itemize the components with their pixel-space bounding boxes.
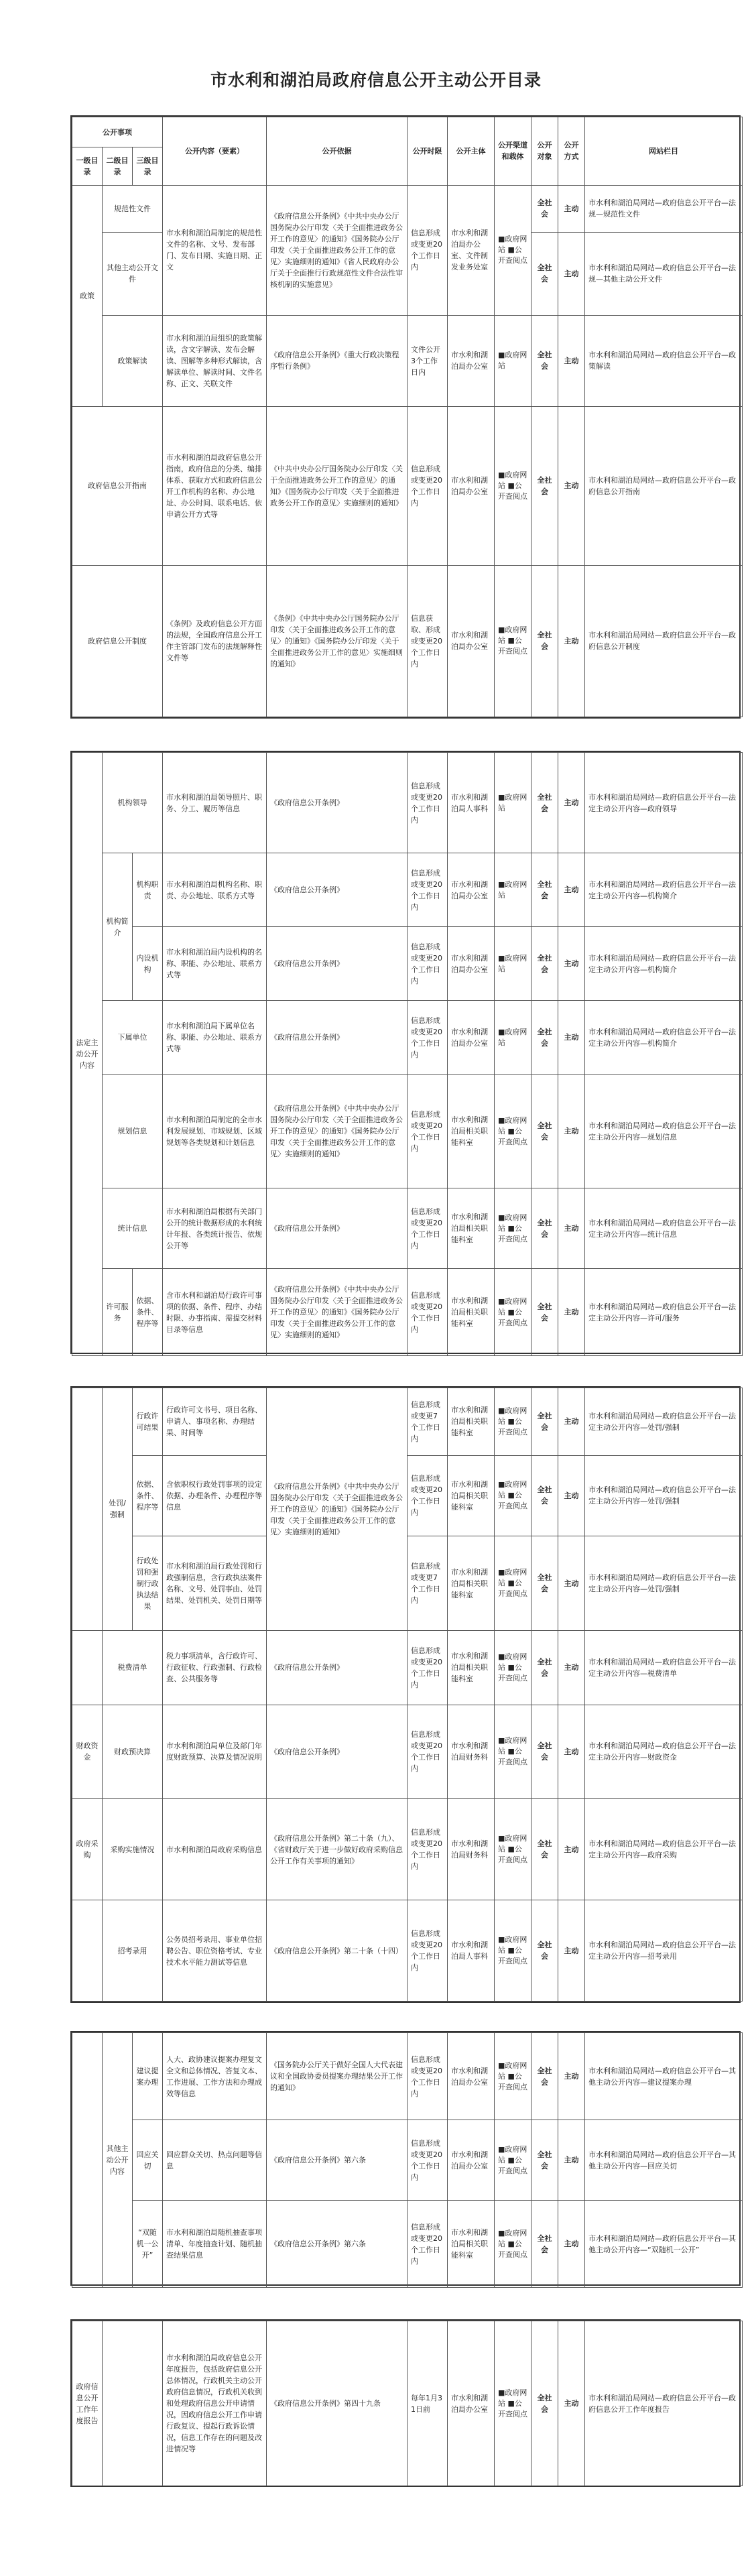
row-sys-method: 主动 — [558, 565, 585, 717]
row-stat-method: 主动 — [558, 1188, 585, 1269]
catalog-table-part-2 — [70, 751, 741, 1354]
row-rep-content: 市水利和湖泊局政府信息公开年度报告，包括政府信息公开总体情况，行政机关主动公开政府信息情况，行政机关收到和处理政府信息公开申请情况，因政府信息公开工作申请行政复议、提起行政诉讼情况，信息工作存在的问题及改进情况等 — [163, 2321, 267, 2486]
row-policy-target-1: 全社会 — [531, 185, 558, 232]
row-policy-column-1[interactable]: 市水利和湖泊局网站—政府信息公开平台—法规—规范性文件 — [585, 185, 743, 232]
row-fee-content: 税力事项清单，含行政许可、行政征收、行政强制、行政检查、公共服务等 — [163, 1630, 267, 1705]
header-level3: 三级目录 — [133, 147, 163, 186]
row-org-l3c: 下属单位 — [103, 1001, 163, 1075]
row-oth-l1: 其他主动公开内容 — [103, 2033, 133, 2288]
row-oth-content-c: 市水利和湖泊局随机抽查事项清单、年度抽查计划、随机抽查结果信息 — [163, 2201, 267, 2288]
row-org-time-b: 信息形成或变更20个工作日内 — [408, 927, 448, 1001]
row-oth-basis-b: 《政府信息公开条例》第六条 — [267, 2120, 408, 2201]
row-stat-content: 市水利和湖泊局根据有关部门公开的统计数据形成的水利统计年报、各类统计报告、依规公开等 — [163, 1188, 267, 1269]
row-oth-subject-a: 市水利和湖泊局办公室 — [448, 2033, 495, 2120]
row-sys-content: 《条例》及政府信息公开方面的法规，全国政府信息公开工作主管部门发布的法规解释性文件等 — [163, 565, 267, 717]
row-org-channel-a: ■政府网站 — [495, 853, 531, 927]
row-oth-column-c[interactable]: 市水利和湖泊局网站—政府信息公开平台—其他主动公开内容—“双随机一公开” — [585, 2201, 743, 2288]
row-oth-content-a: 人大、政协建议提案办理复文全文和总体情况、答复文本、工作进展、工作方法和办理成效等信息 — [163, 2033, 267, 2120]
row-guide-method: 主动 — [558, 406, 585, 565]
row-org-content-a: 市水利和湖泊局机构名称、职责、办公地址、联系方式等 — [163, 853, 267, 927]
header-target: 公开对象 — [531, 117, 558, 186]
row-buy-basis: 《政府信息公开条例》第二十条（九）、《省财政厅关于进一步做好政府采购信息公开工作有关事项的通知》 — [267, 1799, 408, 1900]
row-fin-basis: 《政府信息公开条例》 — [267, 1705, 408, 1799]
row-sys-basis: 《条例》《中共中央办公厅国务院办公厅印发〈关于全面推进政务公开工作的意见〉的通知》《国务院办公厅印发〈关于全面推进政务公开工作的意见〉实施细则的通知》 — [267, 565, 408, 717]
row-plan-l2: 规划信息 — [103, 1075, 163, 1188]
row-pen-l3c: 行政处罚和强制行政执法结果 — [133, 1536, 163, 1631]
catalog-table-part-3 — [70, 1386, 741, 2003]
row-policy-l1: 政策 — [72, 185, 103, 406]
row-fin-method: 主动 — [558, 1705, 585, 1799]
row-policy-target-2: 全社会 — [531, 232, 558, 315]
row-fin-content: 市水利和湖泊局单位及部门年度财政预算、决算及情况说明 — [163, 1705, 267, 1799]
row-pen-method-b: 主动 — [558, 1455, 585, 1536]
row-pen-method-a: 主动 — [558, 1388, 585, 1456]
row-pen-target-a: 全社会 — [531, 1388, 558, 1456]
row-svc-subject: 市水利和湖泊局相关职能科室 — [448, 1269, 495, 1356]
row-lead-basis: 《政府信息公开条例》 — [267, 753, 408, 853]
row-rec-channel: ■政府网站 ■公开查阅点 — [495, 1900, 531, 2002]
row-org-basis-a: 《政府信息公开条例》 — [267, 853, 408, 927]
row-org-target-b: 全社会 — [531, 927, 558, 1001]
row-svc-time: 信息形成或变更20个工作日内 — [408, 1269, 448, 1356]
row-stat-channel: ■政府网站 ■公开查阅点 — [495, 1188, 531, 1269]
row-sys-time: 信息获取、形成或变更20个工作日内 — [408, 565, 448, 717]
row-plan-subject: 市水利和湖泊局相关职能科室 — [448, 1075, 495, 1188]
row-policy-subject-3: 市水利和湖泊局办公室 — [448, 316, 495, 407]
row-oth-method-b: 主动 — [558, 2120, 585, 2201]
row-policy-column-3[interactable]: 市水利和湖泊局网站—政府信息公开平台—政策解读 — [585, 316, 743, 407]
row-rep-column[interactable]: 市水利和湖泊局网站—政府信息公开平台—政府信息公开工作年度报告 — [585, 2321, 743, 2486]
row-pen-column-a[interactable]: 市水利和湖泊局网站—政府信息公开平台—法定主动公开内容—处罚/强制 — [585, 1388, 743, 1456]
row-policy-target-3: 全社会 — [531, 316, 558, 407]
row-org-basis-c: 《政府信息公开条例》 — [267, 1001, 408, 1075]
row-guide-channel: ■政府网站 ■公开查阅点 — [495, 406, 531, 565]
row-guide-subject: 市水利和湖泊局办公室 — [448, 406, 495, 565]
row-pen-time-a: 信息形成或变更7个工作日内 — [408, 1388, 448, 1456]
row-org-time-c: 信息形成或变更20个工作日内 — [408, 1001, 448, 1075]
row-org-subject-a: 市水利和湖泊局办公室 — [448, 853, 495, 927]
row-plan-method: 主动 — [558, 1075, 585, 1188]
row-org-channel-b: ■政府网站 — [495, 927, 531, 1001]
row-lead-method: 主动 — [558, 753, 585, 853]
row-fin-channel: ■政府网站 ■公开查阅点 — [495, 1705, 531, 1799]
row-rep-l2 — [103, 2321, 163, 2486]
row-org-target-a: 全社会 — [531, 853, 558, 927]
row-fin-subject: 市水利和湖泊局财务科 — [448, 1705, 495, 1799]
row-buy-method: 主动 — [558, 1799, 585, 1900]
row-pen-subject-b: 市水利和湖泊局相关职能科室 — [448, 1455, 495, 1536]
row-oth-target-a: 全社会 — [531, 2033, 558, 2120]
row-oth-target-c: 全社会 — [531, 2201, 558, 2288]
row-org-l3b: 内设机构 — [133, 927, 163, 1001]
row-rec-l2: 招考录用 — [103, 1900, 163, 2002]
row-lead-content: 市水利和湖泊局领导照片、职务、分工、履历等信息 — [163, 753, 267, 853]
header-content: 公开内容（要素） — [163, 117, 267, 186]
row-pen-subject-a: 市水利和湖泊局相关职能科室 — [448, 1388, 495, 1456]
row-plan-content: 市水利和湖泊局制定的全市水利发展规划、市域规划、区域规划等各类规划和计划信息 — [163, 1075, 267, 1188]
row-fin-time: 信息形成或变更20个工作日内 — [408, 1705, 448, 1799]
row-org-subject-b: 市水利和湖泊局办公室 — [448, 927, 495, 1001]
row-fee-l2: 税费清单 — [103, 1630, 163, 1705]
row-policy-basis-1: 《政府信息公开条例》《中共中央办公厅国务院办公厅印发〈关于全面推进政务公开工作的意见〉的通知》《国务院办公厅印发〈关于全面推进政务公开工作的意见〉实施细则的通知》《省人民政府办公厅关于全面推行行政规范性文件合法性审核机制的实施意见》 — [267, 185, 408, 315]
row-lead-subject: 市水利和湖泊局人事科 — [448, 753, 495, 853]
row-guide-content: 市水利和湖泊局政府信息公开指南，政府信息的分类、编排体系、获取方式和政府信息公开工作机构的名称、办公地址、办公时间、联系电话、依申请公开方式等 — [163, 406, 267, 565]
header-column: 网站栏目 — [585, 117, 743, 186]
row-stat-subject: 市水利和湖泊局相关职能科室 — [448, 1188, 495, 1269]
row-svc-content: 含市水利和湖泊局行政许可事项的依据、条件、程序、办结时限、办事指南、需提交材料目录等信息 — [163, 1269, 267, 1356]
row-oth-channel-c: ■政府网站 ■公开查阅点 — [495, 2201, 531, 2288]
row-oth-subject-b: 市水利和湖泊局办公室 — [448, 2120, 495, 2201]
row-guide-l1: 政府信息公开指南 — [72, 406, 163, 565]
row-policy-subject-1: 市水利和湖泊局办公室、文件制发业务处室 — [448, 185, 495, 315]
header-level2: 二级目录 — [103, 147, 133, 186]
row-stat-target: 全社会 — [531, 1188, 558, 1269]
row-pen-time-b: 信息形成或变更20个工作日内 — [408, 1455, 448, 1536]
row-policy-method-1: 主动 — [558, 185, 585, 232]
header-channel: 公开渠道和载体 — [495, 117, 531, 186]
row-plan-target: 全社会 — [531, 1075, 558, 1188]
row-guide-time: 信息形成或变更20个工作日内 — [408, 406, 448, 565]
row-lead-channel: ■政府网站 — [495, 753, 531, 853]
row-rep-subject: 市水利和湖泊局办公室 — [448, 2321, 495, 2486]
row-rep-channel: ■政府网站 ■公开查阅点 — [495, 2321, 531, 2486]
row-oth-time-a: 信息形成或变更20个工作日内 — [408, 2033, 448, 2120]
row-lead-l2: 机构领导 — [103, 753, 163, 853]
row-oth-content-b: 回应群众关切、热点问题等信息 — [163, 2120, 267, 2201]
row-pen-channel-c: ■政府网站 ■公开查阅点 — [495, 1536, 531, 1631]
row-fin-column[interactable]: 市水利和湖泊局网站—政府信息公开平台—法定主动公开内容—财政资金 — [585, 1705, 743, 1799]
row-oth-method-c: 主动 — [558, 2201, 585, 2288]
row-org-subject-c: 市水利和湖泊局办公室 — [448, 1001, 495, 1075]
row-stat-l2: 统计信息 — [103, 1188, 163, 1269]
row-sys-channel: ■政府网站 ■公开查阅点 — [495, 565, 531, 717]
row-svc-target: 全社会 — [531, 1269, 558, 1356]
row-rec-method: 主动 — [558, 1900, 585, 2002]
row-svc-channel: ■政府网站 ■公开查阅点 — [495, 1269, 531, 1356]
row-org-method-a: 主动 — [558, 853, 585, 927]
row-pen-channel-b: ■政府网站 ■公开查阅点 — [495, 1455, 531, 1536]
row-rep-basis: 《政府信息公开条例》第四十九条 — [267, 2321, 408, 2486]
row-policy-column-2[interactable]: 市水利和湖泊局网站—政府信息公开平台—法规—其他主动公开文件 — [585, 232, 743, 315]
row-fee-time: 信息形成或变更20个工作日内 — [408, 1630, 448, 1705]
row-pen-content-c: 市水利和湖泊局行政处罚和行政强制信息，含行政执法案件名称、文号、处罚事由、处罚结果、处罚机关、处罚日期等 — [163, 1536, 267, 1631]
row-policy-channel-1: ■政府网站 ■公开查阅点 — [495, 185, 531, 315]
row-fin-l2: 财政资金 — [72, 1705, 103, 1799]
row-plan-time: 信息形成或变更20个工作日内 — [408, 1075, 448, 1188]
header-basis: 公开依据 — [267, 117, 408, 186]
row-rep-time: 每年1月31日前 — [408, 2321, 448, 2486]
row-pen-content-a: 行政许可文书号、项目名称、申请人、事项名称、办理结果、时间等 — [163, 1388, 267, 1456]
row-pen-target-c: 全社会 — [531, 1536, 558, 1631]
row-oth-basis-a: 《国务院办公厅关于做好全国人大代表建议和全国政协委员提案办理结果公开工作的通知》 — [267, 2033, 408, 2120]
row-policy-time-3: 文件公开3个工作日内 — [408, 316, 448, 407]
row-sys-column[interactable]: 市水利和湖泊局网站—政府信息公开平台—政府信息公开制度 — [585, 565, 743, 717]
row-fee-method: 主动 — [558, 1630, 585, 1705]
row-oth-method-a: 主动 — [558, 2033, 585, 2120]
row-guide-column[interactable]: 市水利和湖泊局网站—政府信息公开平台—政府信息公开指南 — [585, 406, 743, 565]
row-rec-target: 全社会 — [531, 1900, 558, 2002]
row-pen-subject-c: 市水利和湖泊局相关职能科室 — [448, 1536, 495, 1631]
row-pen-basis: 《政府信息公开条例》《中共中央办公厅国务院办公厅印发〈关于全面推进政务公开工作的意见〉的通知》《国务院办公厅印发〈关于全面推进政务公开工作的意见〉实施细则的通知》 — [267, 1388, 408, 1631]
row-buy-target: 全社会 — [531, 1799, 558, 1900]
row-org-target-c: 全社会 — [531, 1001, 558, 1075]
row-pen-l1 — [72, 1388, 103, 1631]
row-oth-subject-c: 市水利和湖泊局相关职能科室 — [448, 2201, 495, 2288]
row-sys-subject: 市水利和湖泊局办公室 — [448, 565, 495, 717]
row-stat-time: 信息形成或变更20个工作日内 — [408, 1188, 448, 1269]
page-title: 市水利和湖泊局政府信息公开主动公开目录 — [210, 70, 542, 90]
row-policy-time-1: 信息形成或变更20个工作日内 — [408, 185, 448, 315]
row-svc-l3: 依据、条件、程序等 — [133, 1269, 163, 1356]
row-lead-target: 全社会 — [531, 753, 558, 853]
row-org-method-b: 主动 — [558, 927, 585, 1001]
row-oth-l3b: 回应关切 — [133, 2120, 163, 2201]
row-buy-channel: ■政府网站 ■公开查阅点 — [495, 1799, 531, 1900]
row-org-l1: 法定主动公开内容 — [72, 753, 103, 1356]
row-rec-subject: 市水利和湖泊局人事科 — [448, 1900, 495, 2002]
row-fee-subject: 市水利和湖泊局相关职能科室 — [448, 1630, 495, 1705]
row-buy-subject: 市水利和湖泊局财务科 — [448, 1799, 495, 1900]
row-buy-time: 信息形成或变更20个工作日内 — [408, 1799, 448, 1900]
row-plan-column[interactable]: 市水利和湖泊局网站—政府信息公开平台—法定主动公开内容—规划信息 — [585, 1075, 743, 1188]
row-svc-method: 主动 — [558, 1269, 585, 1356]
row-policy-basis-3: 《政府信息公开条例》《重大行政决策程序暂行条例》 — [267, 316, 408, 407]
catalog-table-part-5 — [70, 2319, 741, 2487]
row-org-content-b: 市水利和湖泊局内设机构的名称、职能、办公地址、联系方式等 — [163, 927, 267, 1001]
row-fee-target: 全社会 — [531, 1630, 558, 1705]
row-org-channel-c: ■政府网站 — [495, 1001, 531, 1075]
row-buy-content: 市水利和湖泊局政府采购信息 — [163, 1799, 267, 1900]
row-rec-column[interactable]: 市水利和湖泊局网站—政府信息公开平台—法定主动公开内容—招考录用 — [585, 1900, 743, 2002]
row-oth-l3a: 建议提案办理 — [133, 2033, 163, 2120]
row-pen-target-b: 全社会 — [531, 1455, 558, 1536]
row-org-column-b[interactable]: 市水利和湖泊局网站—政府信息公开平台—法定主动公开内容—机构简介 — [585, 927, 743, 1001]
row-oth-basis-c: 《政府信息公开条例》第六条 — [267, 2201, 408, 2288]
row-fee-column[interactable]: 市水利和湖泊局网站—政府信息公开平台—法定主动公开内容—税费清单 — [585, 1630, 743, 1705]
row-pen-method-c: 主动 — [558, 1536, 585, 1631]
row-oth-time-c: 信息形成或变更20个工作日内 — [408, 2201, 448, 2288]
row-policy-method-2: 主动 — [558, 232, 585, 315]
row-svc-basis: 《政府信息公开条例》《中共中央办公厅国务院办公厅印发〈关于全面推进政务公开工作的意见〉的通知》《国务院办公厅印发〈关于全面推进政务公开工作的意见〉实施细则的通知》 — [267, 1269, 408, 1356]
header-method: 公开方式 — [558, 117, 585, 186]
row-fee-basis: 《政府信息公开条例》 — [267, 1630, 408, 1705]
row-fin-l3: 财政预决算 — [103, 1705, 163, 1799]
row-buy-l2: 政府采购 — [72, 1799, 103, 1900]
header-time: 公开时限 — [408, 117, 448, 186]
row-pen-channel-a: ■政府网站 ■公开查阅点 — [495, 1388, 531, 1456]
row-org-time-a: 信息形成或变更20个工作日内 — [408, 853, 448, 927]
row-oth-l3c: “双随机一公开” — [133, 2201, 163, 2288]
row-policy-method-3: 主动 — [558, 316, 585, 407]
row-org-column-c[interactable]: 市水利和湖泊局网站—政府信息公开平台—法定主动公开内容—机构简介 — [585, 1001, 743, 1075]
header-subject: 公开主体 — [448, 117, 495, 186]
row-pen-column-b[interactable]: 市水利和湖泊局网站—政府信息公开平台—法定主动公开内容—处罚/强制 — [585, 1455, 743, 1536]
row-pen-column-c[interactable]: 市水利和湖泊局网站—政府信息公开平台—法定主动公开内容—处罚/强制 — [585, 1536, 743, 1631]
row-org-l3a: 机构职责 — [133, 853, 163, 927]
row-rec-l1 — [72, 1900, 103, 2002]
row-oth-channel-b: ■政府网站 ■公开查阅点 — [495, 2120, 531, 2201]
row-org-column-a[interactable]: 市水利和湖泊局网站—政府信息公开平台—法定主动公开内容—机构简介 — [585, 853, 743, 927]
catalog-table-part-1 — [70, 115, 741, 719]
row-oth-column-b[interactable]: 市水利和湖泊局网站—政府信息公开平台—其他主动公开内容—回应关切 — [585, 2120, 743, 2201]
row-oth-channel-a: ■政府网站 ■公开查阅点 — [495, 2033, 531, 2120]
row-policy-norm: 规范性文件 — [103, 185, 163, 232]
row-lead-time: 信息形成或变更20个工作日内 — [408, 753, 448, 853]
row-pen-l3b: 依据、条件、程序等 — [133, 1455, 163, 1536]
row-sys-target: 全社会 — [531, 565, 558, 717]
row-stat-column[interactable]: 市水利和湖泊局网站—政府信息公开平台—法定主动公开内容—统计信息 — [585, 1188, 743, 1269]
row-plan-basis: 《政府信息公开条例》《中共中央办公厅国务院办公厅印发〈关于全面推进政务公开工作的意见〉的通知》《国务院办公厅印发〈关于全面推进政务公开工作的意见〉实施细则的通知》 — [267, 1075, 408, 1188]
row-org-method-c: 主动 — [558, 1001, 585, 1075]
catalog-table-part-4 — [70, 2031, 741, 2286]
row-plan-channel: ■政府网站 ■公开查阅点 — [495, 1075, 531, 1188]
row-lead-column[interactable]: 市水利和湖泊局网站—政府信息公开平台—法定主动公开内容—政府领导 — [585, 753, 743, 853]
row-guide-target: 全社会 — [531, 406, 558, 565]
row-rec-content: 公务员招考录用、事业单位招聘公告、职位资格考试、专业技术水平能力测试等信息 — [163, 1900, 267, 2002]
row-svc-l2: 许可服务 — [103, 1269, 133, 1356]
row-buy-column[interactable]: 市水利和湖泊局网站—政府信息公开平台—法定主动公开内容—政府采购 — [585, 1799, 743, 1900]
header-level1: 一级目录 — [72, 147, 103, 186]
row-org-content-c: 市水利和湖泊局下属单位名称、职能、办公地址、联系方式等 — [163, 1001, 267, 1075]
row-fin-target: 全社会 — [531, 1705, 558, 1799]
header-group: 公开事项 — [72, 117, 163, 147]
row-guide-basis: 《中共中央办公厅国务院办公厅印发〈关于全面推进政务公开工作的意见〉的通知》《国务院办公厅印发〈关于全面推进政务公开工作的意见〉实施细则的通知》 — [267, 406, 408, 565]
row-oth-target-b: 全社会 — [531, 2120, 558, 2201]
row-policy-interp: 政策解读 — [103, 316, 163, 407]
row-fee-channel: ■政府网站 ■公开查阅点 — [495, 1630, 531, 1705]
row-oth-column-a[interactable]: 市水利和湖泊局网站—政府信息公开平台—其他主动公开内容—建议提案办理 — [585, 2033, 743, 2120]
row-policy-channel-3: ■政府网站 — [495, 316, 531, 407]
row-sys-l1: 政府信息公开制度 — [72, 565, 163, 717]
row-org-basis-b: 《政府信息公开条例》 — [267, 927, 408, 1001]
row-rec-basis: 《政府信息公开条例》第二十条（十四） — [267, 1900, 408, 2002]
row-svc-column[interactable]: 市水利和湖泊局网站—政府信息公开平台—法定主动公开内容—许可/服务 — [585, 1269, 743, 1356]
row-policy-other: 其他主动公开文件 — [103, 232, 163, 315]
row-rep-method: 主动 — [558, 2321, 585, 2486]
row-oth-l0 — [72, 2033, 103, 2288]
row-policy-content-3: 市水利和湖泊局组织的政策解读，含文字解读、发布会解读、图解等多种形式解读，含解读单位、解读时间、文件名称、正文、关联文件 — [163, 316, 267, 407]
row-pen-time-c: 信息形成或变更7个工作日内 — [408, 1536, 448, 1631]
row-oth-time-b: 信息形成或变更20个工作日内 — [408, 2120, 448, 2201]
row-policy-content-1: 市水利和湖泊局制定的规范性文件的名称、文号、发布部门、发布日期、实施日期、正文 — [163, 185, 267, 315]
row-org-l2: 机构简介 — [103, 853, 133, 1001]
row-pen-l2: 处罚/强制 — [103, 1388, 133, 1631]
row-buy-l3: 采购实施情况 — [103, 1799, 163, 1900]
row-stat-basis: 《政府信息公开条例》 — [267, 1188, 408, 1269]
row-rep-l1: 政府信息公开工作年度报告 — [72, 2321, 103, 2486]
row-pen-content-b: 含依职权行政处罚事项的设定依据、办理条件、办理程序等信息 — [163, 1455, 267, 1536]
row-pen-l3a: 行政许可结果 — [133, 1388, 163, 1456]
row-fee-l1 — [72, 1630, 103, 1705]
row-rec-time: 信息形成或变更20个工作日内 — [408, 1900, 448, 2002]
row-rep-target: 全社会 — [531, 2321, 558, 2486]
